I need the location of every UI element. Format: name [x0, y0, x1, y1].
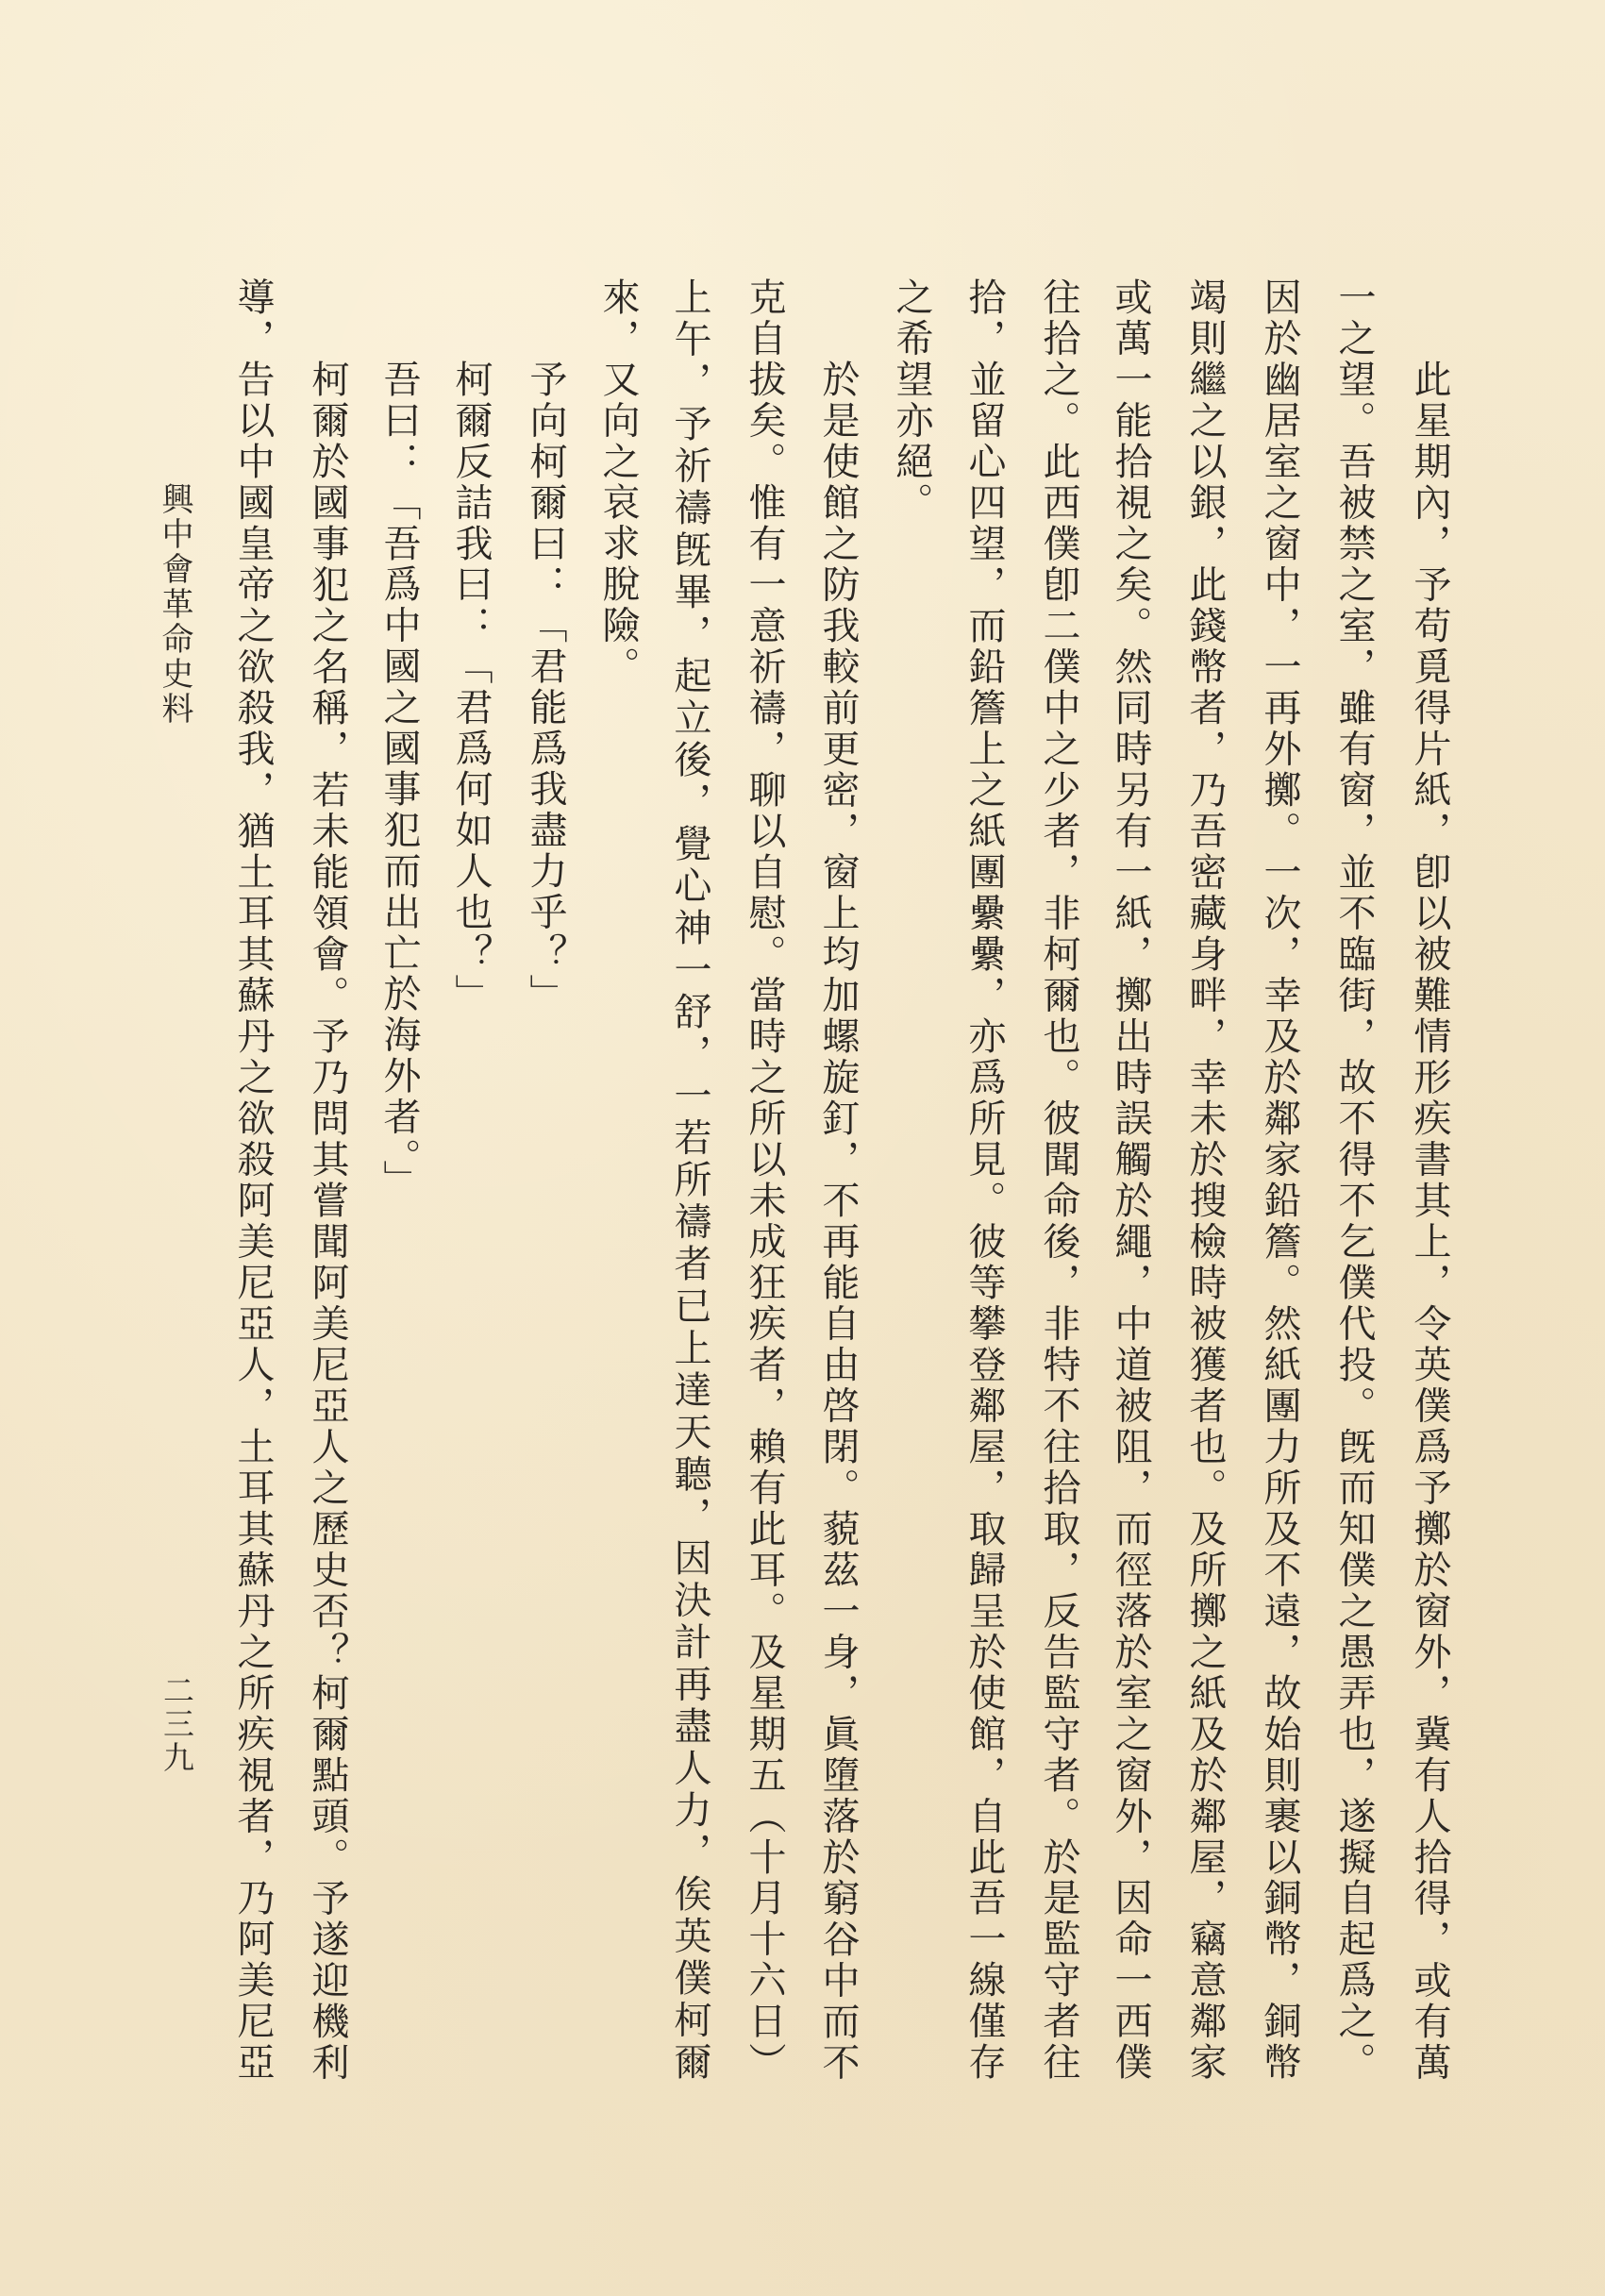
text-column: 上午，予祈禱旣畢，起立後，覺心神一舒，一若所禱者已上達天聽，因決計再盡人力，俟英僕柯爾: [668, 277, 711, 2080]
text-column: 吾曰：「吾爲中國之國事犯而出亡於海外者。」: [377, 359, 421, 1201]
text-column: 予向柯爾曰：「君能爲我盡力乎？」: [524, 359, 567, 1015]
text-column: 此星期內，予苟覓得片紙，卽以被難情形疾書其上，令英僕爲予擲於窗外，冀有人拾得，或有萬: [1408, 359, 1451, 2080]
text-column: 克自拔矣。惟有一意祈禱，聊以自慰。當時之所以未成狂疾者，賴有此耳。及星期五（十月十六日）: [743, 277, 786, 2080]
text-column: 或萬一能拾視之矣。然同時另有一紙，擲出時誤觸於繩，中道被阻，而徑落於室之窗外，因命一西僕: [1109, 277, 1152, 2080]
text-column: 往拾之。此西僕卽二僕中之少者，非柯爾也。彼聞命後，非特不往拾取，反告監守者。於是監守者往: [1037, 277, 1080, 2080]
text-column: 柯爾於國事犯之名稱，若未能領會。予乃問其嘗聞阿美尼亞人之歷史否？柯爾點頭。予遂迎機利: [306, 359, 349, 2080]
text-column: 柯爾反詰我曰：「君爲何如人也？」: [449, 359, 493, 1015]
text-column: 來，又向之哀求脫險。: [596, 277, 640, 687]
page-number: 二三九: [159, 1674, 195, 1775]
text-column: 於是使館之防我較前更密，窗上均加螺旋釘，不再能自由啓閉。藐茲一身，眞墮落於窮谷中而不: [816, 359, 860, 2080]
text-column: 因於幽居室之窗中，一再外擲。一次，幸及於鄰家鉛簷。然紙團力所及不遠，故始則裹以銅幣，銅幣: [1258, 277, 1301, 2080]
text-column: 拾，並留心四望，而鉛簷上之紙團纍纍，亦爲所見。彼等攀登鄰屋，取歸呈於使館，自此吾一線僅存: [962, 277, 1006, 2080]
text-column: 導，告以中國皇帝之欲殺我，猶土耳其蘇丹之欲殺阿美尼亞人，土耳其蘇丹之所疾視者，乃阿美尼亞: [231, 277, 275, 2080]
text-column: 一之望。吾被禁之室，雖有窗，並不臨街，故不得不乞僕代投。旣而知僕之愚弄也，遂擬自起爲之。: [1332, 277, 1376, 2080]
text-column: 之希望亦絕。: [890, 277, 933, 524]
book-title-footer: 興中會革命史料: [156, 482, 193, 727]
text-column: 竭則繼之以銀，此錢幣者，乃吾密藏身畔，幸未於搜檢時被獲者也。及所擲之紙及於鄰屋，竊意鄰家: [1183, 277, 1227, 2080]
